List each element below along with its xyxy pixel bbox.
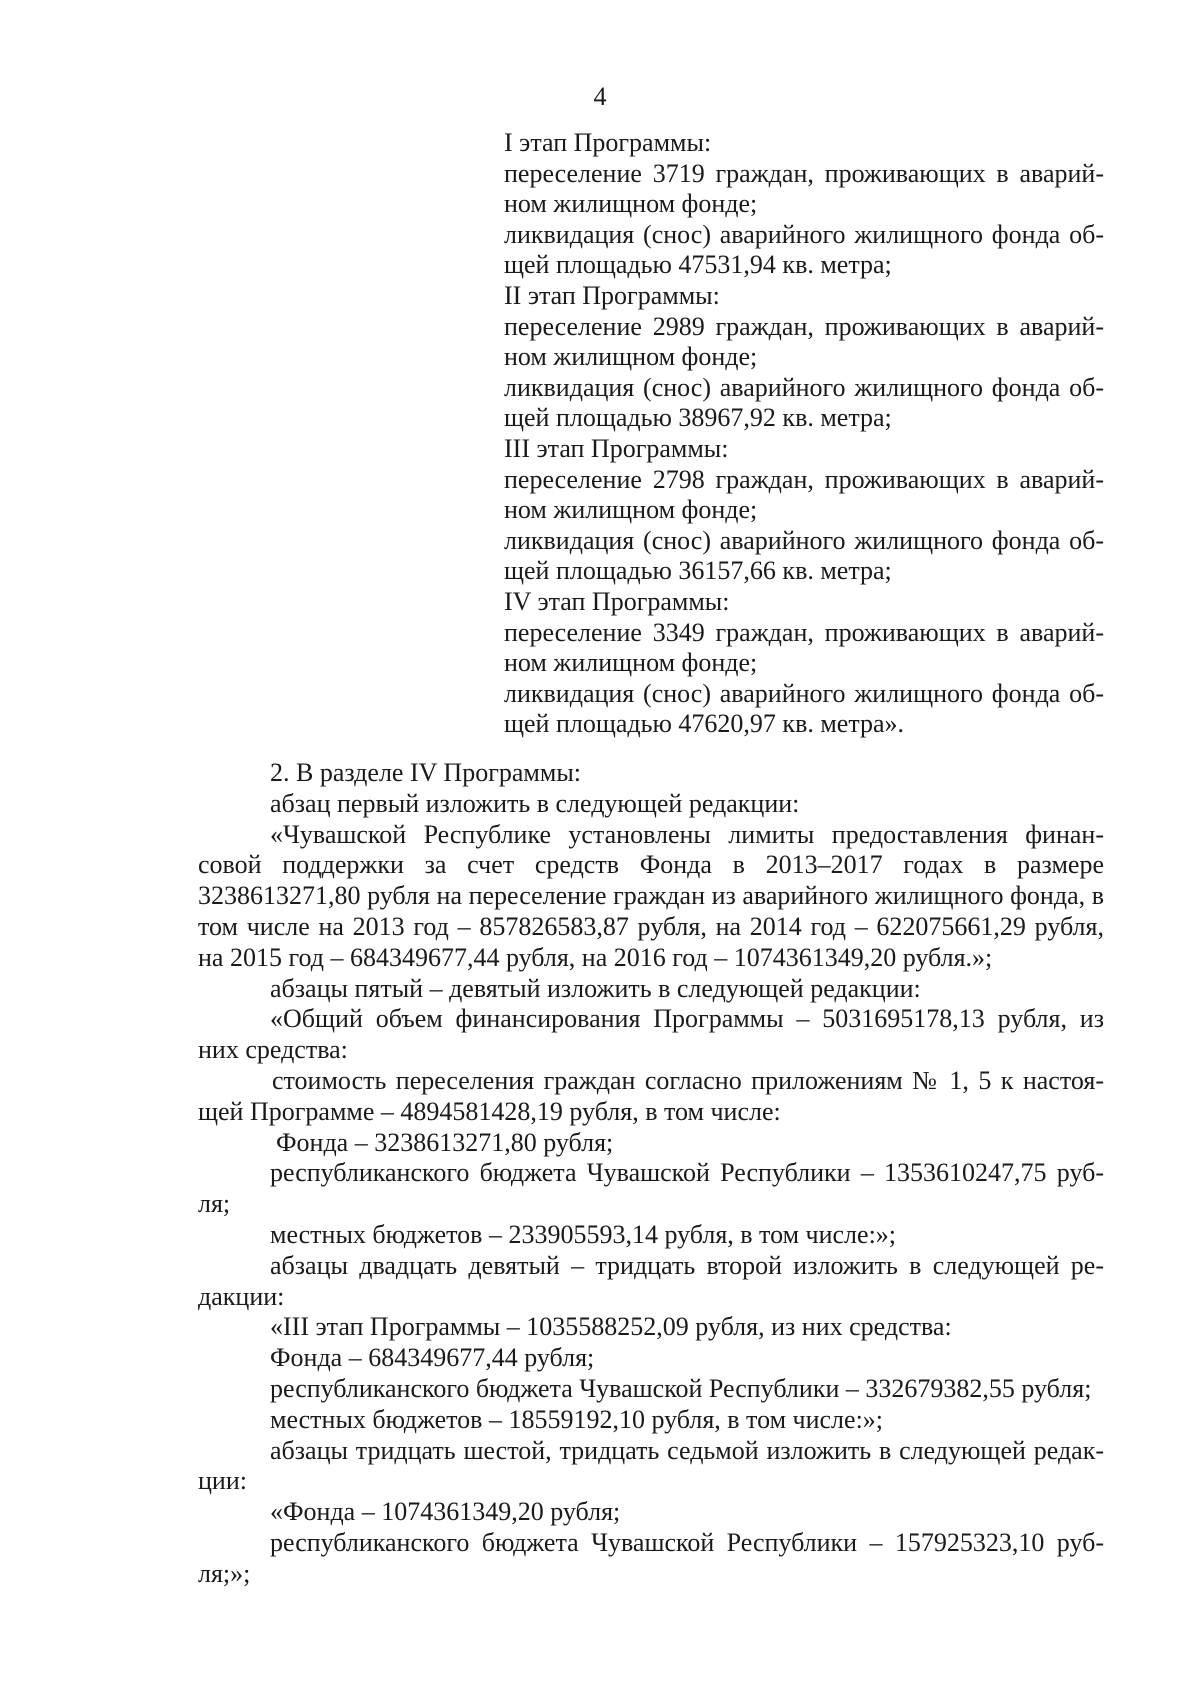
- page-number: 4: [593, 82, 607, 111]
- body-line: ля;»;: [198, 1558, 251, 1588]
- body-line: «III этап Программы – 1035588252,09 рубля, из них средства:: [270, 1312, 952, 1342]
- body-line: том числе на 2013 год – 857826583,87 рубля, на 2014 год – 622075661,29 рубля,: [198, 911, 1104, 941]
- stages-line: переселение 2989 граждан, проживающих в аварий-: [504, 311, 1104, 341]
- body-line: 2. В разделе IV Программы:: [270, 758, 582, 787]
- stages-line: щей площадью 47620,97 кв. метра».: [504, 709, 905, 739]
- stages-line: I этап Программы:: [504, 128, 712, 157]
- stages-line: ном жилищном фонде;: [504, 495, 758, 525]
- program-stages-block: [504, 128, 1104, 740]
- stages-line: ликвидация (снос) аварийного жилищного фонда об-: [504, 219, 1104, 249]
- stages-line: щей площадью 38967,92 кв. метра;: [504, 403, 892, 433]
- stages-line: ном жилищном фонде;: [504, 342, 758, 372]
- body-line: республиканского бюджета Чувашской Республики – 332679382,55 рубля;: [270, 1373, 1092, 1403]
- stages-line: переселение 2798 граждан, проживающих в аварий-: [504, 464, 1104, 494]
- stages-line: щей площадью 47531,94 кв. метра;: [504, 250, 892, 280]
- body-line: дакции:: [198, 1281, 285, 1311]
- body-line: Фонда – 3238613271,80 рубля;: [276, 1127, 614, 1157]
- body-line: них средства:: [198, 1035, 348, 1065]
- body-line: совой поддержки за счет средств Фонда в 2013–2017 годах в размере: [198, 850, 1104, 880]
- body-line: Фонда – 684349677,44 рубля;: [270, 1343, 595, 1373]
- body-line: абзацы тридцать шестой, тридцать седьмой изложить в следующей редак-: [270, 1435, 1104, 1465]
- stages-line: ликвидация (снос) аварийного жилищного фонда об-: [504, 678, 1104, 708]
- body-line: местных бюджетов – 233905593,14 рубля, в том числе:»;: [270, 1219, 897, 1249]
- stages-line: ном жилищном фонде;: [504, 189, 758, 219]
- body-line: местных бюджетов – 18559192,10 рубля, в том числе:»;: [270, 1404, 884, 1434]
- body-line: республиканского бюджета Чувашской Республики – 1353610247,75 руб-: [270, 1158, 1104, 1188]
- body-line: абзацы пятый – девятый изложить в следующей редакции:: [270, 973, 921, 1003]
- stages-line: переселение 3349 граждан, проживающих в аварий-: [504, 617, 1104, 647]
- body-line: абзацы двадцать девятый – тридцать второй изложить в следующей ре-: [270, 1250, 1104, 1280]
- body-line: «Фонда – 1074361349,20 рубля;: [270, 1497, 621, 1527]
- body-line: республиканского бюджета Чувашской Республики – 157925323,10 руб-: [270, 1527, 1104, 1557]
- body-line: щей Программе – 4894581428,19 рубля, в том числе:: [198, 1096, 781, 1126]
- stages-line: ликвидация (снос) аварийного жилищного фонда об-: [504, 525, 1104, 555]
- amendments-body: [198, 758, 1104, 1590]
- body-line: 3238613271,80 рубля на переселение граждан из аварийного жилищного фонда, в: [198, 881, 1104, 911]
- body-line: «Чувашской Республике установлены лимиты предоставления финан-: [270, 819, 1104, 849]
- stages-line: ном жилищном фонде;: [504, 648, 758, 678]
- stages-line: II этап Программы:: [504, 280, 720, 310]
- body-line: стоимость переселения граждан согласно приложениям № 1, 5 к настоя-: [272, 1065, 1104, 1095]
- stages-line: переселение 3719 граждан, проживающих в аварий-: [504, 158, 1104, 188]
- stages-line: ликвидация (снос) аварийного жилищного фонда об-: [504, 372, 1104, 402]
- body-line: на 2015 год – 684349677,44 рубля, на 2016 год – 1074361349,20 рубля.»;: [198, 942, 993, 972]
- stages-line: щей площадью 36157,66 кв. метра;: [504, 556, 892, 586]
- body-line: ля;: [198, 1189, 231, 1219]
- stages-line: III этап Программы:: [504, 433, 729, 463]
- stages-line: IV этап Программы:: [504, 586, 730, 616]
- body-line: ции:: [198, 1466, 247, 1496]
- body-line: «Общий объем финансирования Программы – 5031695178,13 рубля, из: [270, 1004, 1104, 1034]
- body-line: абзац первый изложить в следующей редакции:: [270, 788, 800, 818]
